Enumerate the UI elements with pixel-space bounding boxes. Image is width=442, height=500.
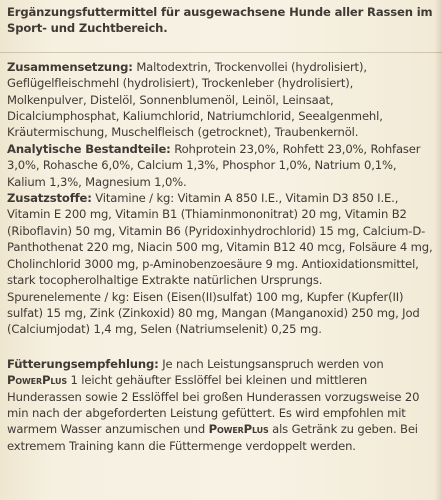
- analysis-text: Rohprotein 23,0%, Rohfett 23,0%, Rohfaser 3,0%, Rohasche 6,0%, Calcium 1,3%, Phosphor 1,0%, Natrium 0,1%, Kalium 1,3%, Magnesium 1,0%.: [7, 141, 421, 189]
- analysis-label: Analytische Bestandteile:: [7, 141, 171, 156]
- product-title: Ergänzungsfuttermittel für ausgewachsene Hunde aller Rassen im Sport- und Zuchtbereich.: [7, 5, 433, 36]
- additives-label: Zusatzstoffe:: [7, 191, 92, 206]
- composition-text: Maltodextrin, Trockenvollei (hydrolisiert), Geflügelfleischmehl (hydrolisiert), Trockenleber (hydrolisiert), Molkenpulver, Distelöl, Sonnenblumenöl, Leinöl, Leinsaat, Dicalciumphosphat, Kaliumchlorid, Natriumchlorid, Seealgenmehl, Kräutermischung, Muschelfleisch (getrocknet), Traubenkernöl.: [7, 59, 383, 140]
- feeding-label: Fütterungsempfehlung:: [7, 356, 159, 371]
- trace-elements-text: Spurenelemente / kg: Eisen (Eisen(II)sulfat) 100 mg, Kupfer (Kupfer(II) sulfat) 15 mg, Zink (Zinkoxid) 80 mg, Mangan (Manganoxid) 250 mg, Jod (Calciumjodat) 1,4 mg, Selen (Natriumselenit) 0,25 mg.: [7, 289, 420, 337]
- vitamins-text: Vitamine / kg: Vitamin A 850 I.E., Vitamin D3 850 I.E., Vitamin E 200 mg, Vitamin B1 (Thiaminmononitrat) 20 mg, Vitamin B2 (Riboflavin) 50 mg, Vitamin B6 (Pyridoxinhydrochlorid) 15 mg, Calcium-D-Panthothenat 220 mg, Niacin 500 mg, Vitamin B12 40 mcg, Folsäure 4 mg, Cholinchlorid 3000 mg, p-Aminobenzoesäure 9 mg. Antioxidationsmittel, stark tocopherolhaltige Extrakte natürlichen Ursprungs.: [7, 191, 433, 288]
- feeding-text-2: 1 leicht gehäufter Esslöffel bei kleinen und mittleren Hunderassen sowie 2 Esslöffel bei großen Hunderassen vorzugsweise 20 min nach der abgeforderten Leistung gefüttert. Es wird empfohlen mit warmem Wasser anzumischen und: [7, 373, 420, 437]
- feeding-text-1: Je nach Leistungsanspruch werden von: [162, 356, 384, 371]
- feeding-section: [7, 356, 436, 454]
- brand-name: PowerPlus: [7, 373, 67, 388]
- composition-section: [7, 59, 436, 141]
- trace-elements-section: [7, 289, 436, 338]
- analysis-section: [7, 141, 436, 190]
- composition-label: Zusammensetzung:: [7, 59, 133, 74]
- divider: [0, 52, 442, 53]
- feeding-text-3: als Getränk zu geben. Bei extremem Training kann die Füttermenge verdoppelt werden.: [7, 422, 418, 453]
- brand-name: PowerPlus: [208, 422, 269, 437]
- additives-section: [7, 190, 436, 288]
